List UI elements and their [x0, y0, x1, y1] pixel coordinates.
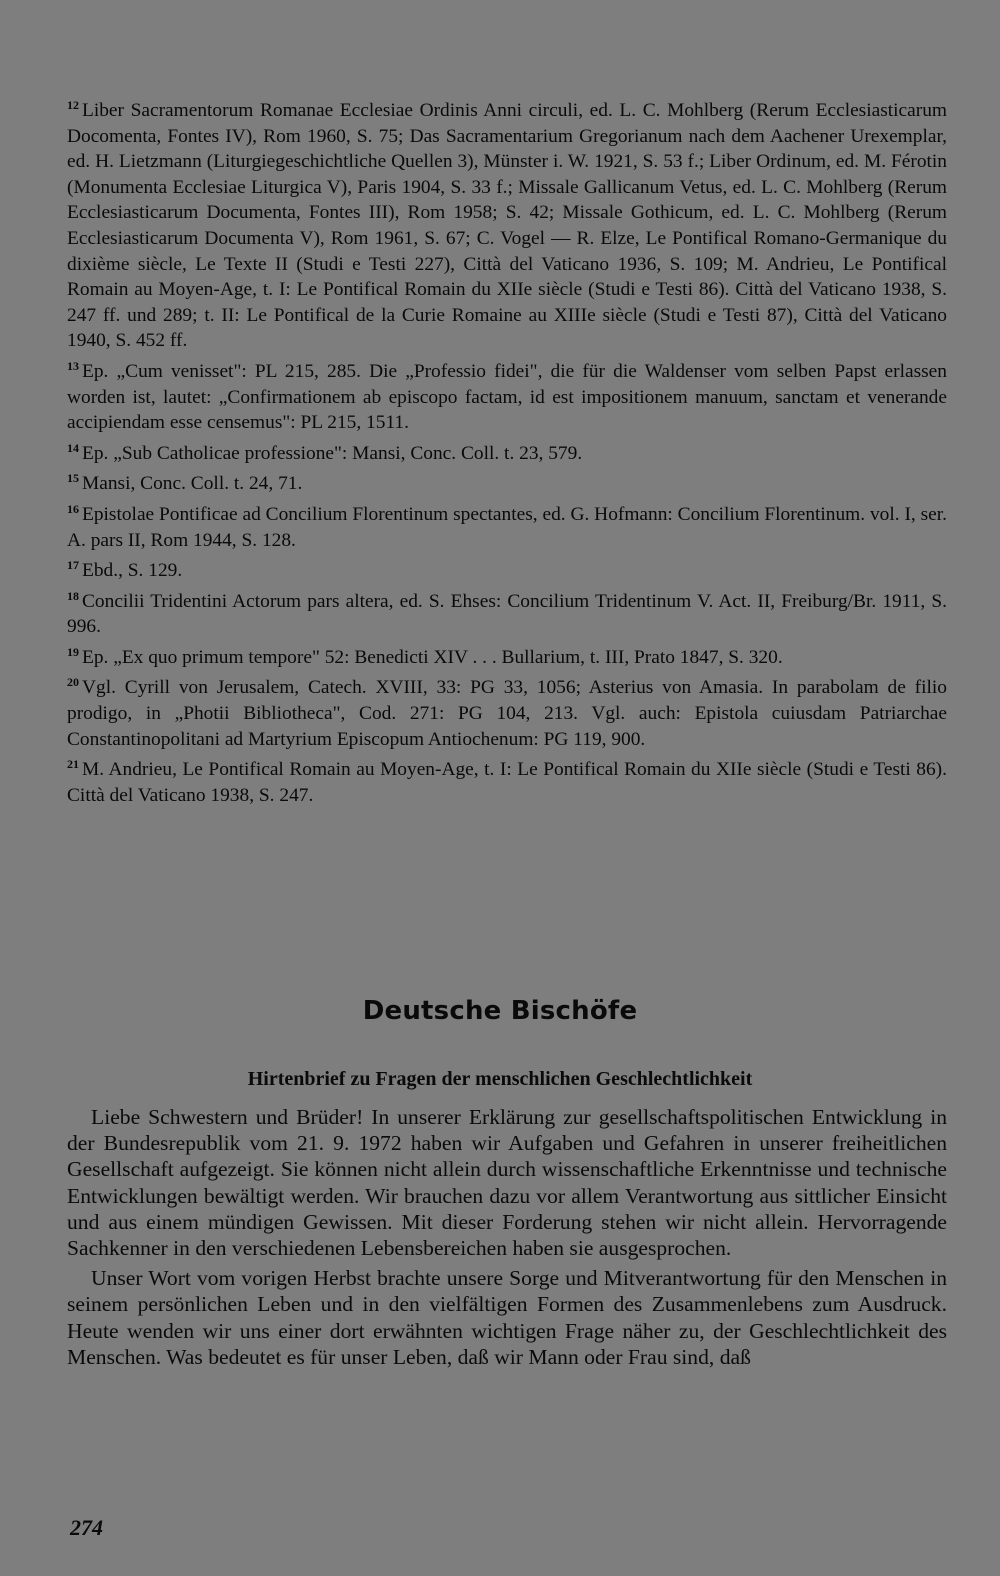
footnote-number: 13	[67, 358, 79, 373]
footnote-text: Ep. „Cum venisset": PL 215, 285. Die „Professio fidei", die für die Waldenser vom selben Papst erlassen worden ist, lautet: „Confirmationem ab episcopo factam, id est impositionem manuum, sanctam et venerande accipiendam esse censemus": PL 215, 1511.	[67, 360, 947, 434]
footnotes	[67, 93, 947, 808]
footnote-number: 16	[67, 501, 79, 516]
footnote-text: Ep. „Ex quo primum tempore" 52: Benedicti XIV . . . Bullarium, t. III, Prato 1847, S. 320.	[82, 646, 783, 668]
footnote-12	[67, 93, 947, 354]
footnote-number: 21	[67, 757, 79, 772]
footnote-text: Ep. „Sub Catholicae professione": Mansi, Conc. Coll. t. 23, 579.	[82, 442, 583, 464]
footnote-19	[67, 640, 947, 671]
footnote-13	[67, 354, 947, 436]
footnote-number: 20	[67, 675, 79, 690]
footnote-text: Epistolae Pontificae ad Concilium Florentinum spectantes, ed. G. Hofmann: Concilium Florentinum. vol. I, ser. A. pars II, Rom 1944, S. 128.	[67, 503, 947, 551]
footnote-number: 14	[67, 440, 79, 455]
footnote-14	[67, 436, 947, 467]
footnote-number: 19	[67, 644, 79, 659]
paragraph: Unser Wort vom vorigen Herbst brachte unsere Sorge und Mitverantwortung für den Menschen in seinem persönlichen Leben und in den vielfältigen Formen des Zusammenlebens zum Ausdruck. Heute wenden wir uns einer dort erwähnten wichtigen Frage näher zu, der Geschlechtlichkeit des Menschen. Was bedeutet es für unser Leben, daß wir Mann oder Frau sind, daß	[67, 1266, 947, 1369]
footnote-text: Ebd., S. 129.	[82, 560, 183, 582]
footnote-text: Liber Sacramentorum Romanae Ecclesiae Ordinis Anni circuli, ed. L. C. Mohlberg (Rerum Ecclesiasticarum Docomenta, Fontes IV), Rom 1960, S. 75; Das Sacramentarium Gregorianum nach dem Aachener Urexemplar, ed. H. Lietzmann (Liturgiegeschichtliche Quellen 3), Münster i. W. 1921, S. 53 f.; Liber Ordinum, ed. M. Férotin (Monumenta Ecclesiae Liturgica V), Paris 1904, S. 33 f.; Missale Gallicanum Vetus, ed. L. C. Mohlberg (Rerum Ecclesiasticarum Documenta, Fontes III), Rom 1958; S. 42; Missale Gothicum, ed. L. C. Mohlberg (Rerum Ecclesiasticarum Documenta V), Rom 1961, S. 67; C. Vogel — R. Elze, Le Pontifical Romano-Germanique du dixième siècle, Le Texte II (Studi e Testi 227), Città del Vaticano 1936, S. 109; M. Andrieu, Le Pontifical Romain au Moyen-Age, t. I: Le Pontifical Romain du XIIe siècle (Studi e Testi 86). Città del Vaticano 1938, S. 247 ff. und 289; t. II: Le Pontifical de la Curie Romaine au XIIIe siècle (Studi e Testi 87), Città del Vaticano 1940, S. 452 ff.	[67, 100, 947, 352]
footnote-number: 12	[67, 98, 79, 112]
article-body	[67, 1104, 947, 1370]
section-heading: Deutsche Bischöfe	[362, 996, 638, 1026]
footnote-text: Vgl. Cyrill von Jerusalem, Catech. XVIII, 33: PG 33, 1056; Asterius von Amasia. In parabolam de filio prodigo, in „Photii Bibliotheca", Cod. 271: PG 104, 213. Vgl. auch: Epistola cuiusdam Patriarchae Constantinopolitani ad Martyrium Episcopum Antiochenum: PG 119, 900.	[67, 677, 947, 750]
footnote-number: 17	[67, 558, 79, 573]
footnote-text: Concilii Tridentini Actorum pars altera, ed. S. Ehses: Concilium Tridentinum V. Act. II, Freiburg/Br. 1911, S. 996.	[67, 590, 947, 638]
page-number: 274	[70, 1515, 103, 1540]
footnote-17	[67, 553, 947, 584]
footnote-18	[67, 584, 947, 640]
footnote-21	[67, 752, 947, 808]
footnote-text: M. Andrieu, Le Pontifical Romain au Moyen-Age, t. I: Le Pontifical Romain du XIIe siècle (Studi e Testi 86). Città del Vaticano 1938, S. 247.	[67, 759, 947, 806]
footnote-15	[67, 466, 947, 497]
footnote-20	[67, 670, 947, 752]
footnote-16	[67, 497, 947, 553]
footnote-number: 18	[67, 588, 79, 603]
footnote-number: 15	[67, 471, 79, 486]
paragraph: Liebe Schwestern und Brüder! In unserer Erklärung zur gesellschaftspolitischen Entwicklung in der Bundesrepublik vom 21. 9. 1972 haben wir Aufgaben und Gefahren in unserer freiheitlichen Gesellschaft aufgezeigt. Sie können nicht allein durch wissenschaftliche Erkenntnisse und technische Entwicklungen bewältigt werden. Wir brauchen dazu vor allem Verantwortung aus sittlicher Einsicht und aus einem mündigen Gewissen. Mit dieser Forderung stehen wir nicht allein. Hervorragende Sachkenner in den verschiedenen Lebensbereichen haben sie ausgesprochen.	[67, 1105, 947, 1261]
footnote-text: Mansi, Conc. Coll. t. 24, 71.	[82, 473, 303, 495]
article-title: Hirtenbrief zu Fragen der menschlichen Geschlechtlichkeit	[247, 1068, 753, 1090]
